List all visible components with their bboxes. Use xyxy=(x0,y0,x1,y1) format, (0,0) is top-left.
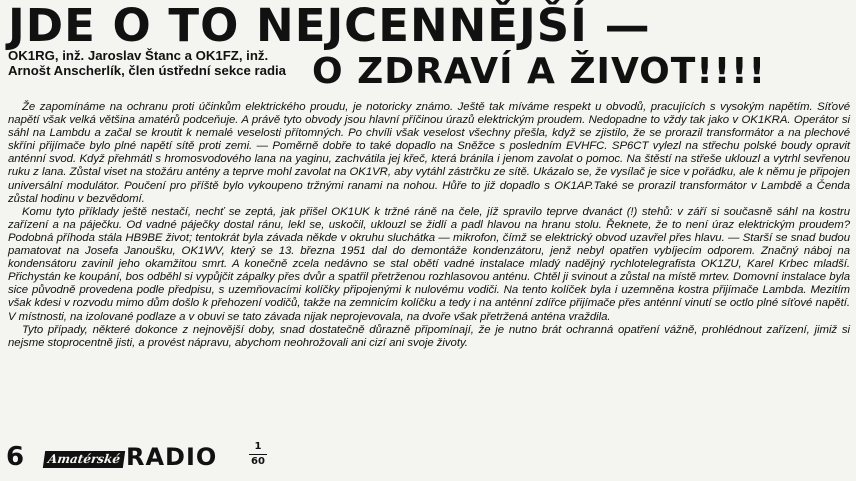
magazine-logo xyxy=(44,442,217,470)
headline-line-2: O ZDRAVÍ A ŽIVOT!!!! xyxy=(312,51,767,92)
issue-fraction xyxy=(248,441,268,468)
page-number: 6 xyxy=(6,442,25,472)
article-paragraph-3: Tyto případy, některé dokonce z nejnovější doby, snad dostatečně důrazně připomínají, že je nutno brát ochranná opatření vážně, prohlédnout zařízení, jimiž si nejsme stoprocentně jisti, a provést nápravu, abychom neohrožovali ani cizí ani svoje životy. xyxy=(8,323,850,349)
headline-line-1: JDE O TO NEJCENNĚJŠÍ — xyxy=(8,0,651,52)
page-footer xyxy=(0,440,856,481)
logo-word-text: RADIO xyxy=(126,443,218,471)
article-paragraph-1: Že zapomínáme na ochranu proti účinkům elektrického proudu, je notoricky známo. Ještě tak míváme respekt u obvodů, pracujících s vysokým napětím. Síťové napětí však velká většina amatérů podceňuje. A právě tyto obvody jsou hlavní příčinou úrazů elektrickým proudem. Nedopadne to vždy tak jako v OK1KRA. Operátor si sáhl na Lambdu a začal se kroutit k nemalé veselosti přítomných. Po chvíli však veselost všechny přešla, když se zjistilo, že se prorazil transformátor a na plechové skříni přijímače bylo plné napětí sítě proti zemi. — Poměrně dobře to také dopadlo na Sněžce s posledním EVHFC. SP6CT vylezl na střechu polské boudy opravit anténní svod. Když přehmátl s hromosvodového lana na yaginu, zachvátila jej křeč, která bránila i jenom zavolat o pomoc. Na štěstí na střeše uklouzl a vytrhl sevřenou ruku z lana. Zůstal viset na stožáru antény a teprve mohl zavolat na OK1VR, aby vytáhl zástrčku ze sítě. Ukázalo se, že vysílač je sice v pořádku, ale k němu je připojen universální modulátor. Poučení pro příště bylo vykoupeno tržnými ranami na nohou. Hůře to již dopadlo s OK1AP.Také se prorazil transformátor v Lambdě a Čenda zůstal hodinu v bezvědomí. xyxy=(8,101,850,205)
issue-number: 1 xyxy=(254,441,262,452)
issue-divider xyxy=(249,454,267,455)
article-paragraph-2: Komu tyto příklady ještě nestačí, nechť se zeptá, jak přišel OK1UK k tržné ráně na čele, jíž spravilo teprve dvanáct (!) stehů: v září si současně sáhl na kostru zařízení a na páječku. Od vadné páječky dostal ránu, lekl se, uskočil, uklouzl se židlí a padl hlavou na hranu stolu. Řeknete, že to není úraz elektrickým proudem? Podobná příhoda stála HB9BE život; tentokrát byla závada někde v okruhu sluchátka — mikrofon, čímž se elektrický obvod uzavřel přes hlavu. — Starší se snad budou pamatovat na Josefa Janoušku, OK1WV, který se 13. března 1951 dal do demontáže kondenzátoru, jenž nebyl opatřen vybíjecím odporem. Značný náboj na kondensátoru zavinil jeho okamžitou smrt. A konečně zcela nedávno se stal obětí vadné instalace mladý nadějný rychlotelegrafista OK1ZU, Karel Krbec mladší. Přichystán ke koupání, bos odběhl si vypůjčit zápalky přes dvůr a spatřil přetrženou rozhlasovou anténu. Chtěl ji svinout a zůstal na místě mrtev. Domovní instalace byla sice původně provedena podle předpisu, s uzemňovacími kolíčky připojenými k nulovému vodiči. Na tento kolíček byla i uzemněna kostra přijímače Lambda. Mezitím však kdesi v rozvodu mimo dům došlo k přehození vodičů, takže na zemnicím kolíčku a tedy i na anténní zdířce přijímače přes anténní vinutí se octlo plné síťové napětí. V místnosti, na izolované podlaze a v obuvi se tato závada nijak neprojevovala, na dvoře však přetržená anténa vraždila. xyxy=(8,205,850,323)
issue-year: 60 xyxy=(251,456,265,467)
logo-script-text: Amatérské xyxy=(43,451,125,468)
author-byline: OK1RG, inž. Jaroslav Štanc a OK1FZ, inž. Arnošt Anscherlík, člen ústřední sekce radia xyxy=(8,48,287,78)
article-body xyxy=(8,101,850,350)
